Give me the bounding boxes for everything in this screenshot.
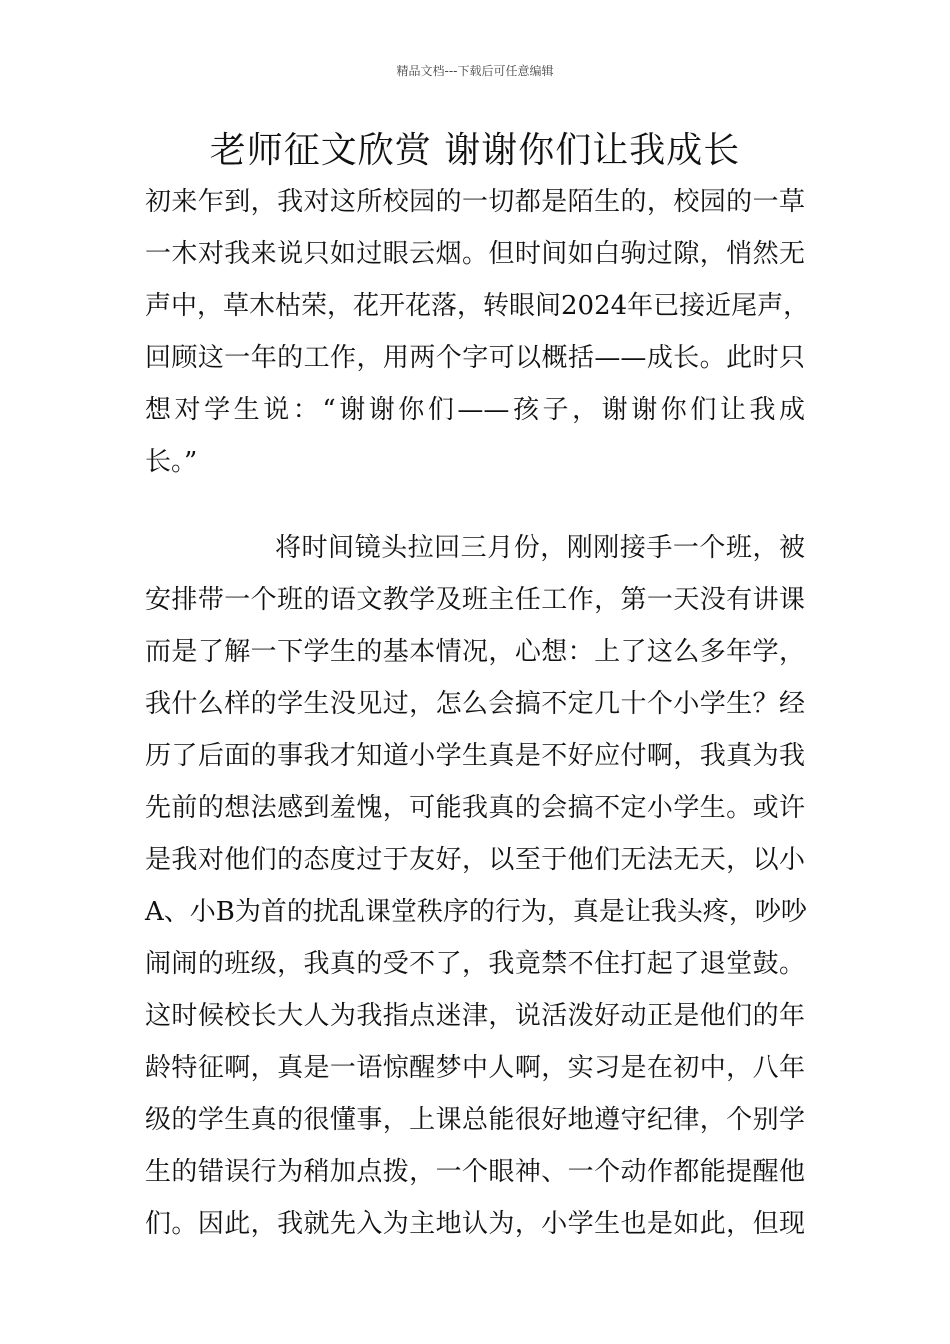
text-line: 将时间镜头拉回三月份，刚刚接手一个班，被 [275,533,805,563]
text-line: 是我对他们的态度过于友好，以至于他们无法无天，以小 [145,845,805,875]
text-line: 回顾这一年的工作，用两个字可以概括——成长。此时只 [145,343,805,373]
text-line: 们。因此，我就先入为主地认为，小学生也是如此，但现 [145,1209,805,1239]
text-line: 我什么样的学生没见过，怎么会搞不定几十个小学生？经 [145,689,805,719]
header-note: 精品文档---下载后可任意编辑 [396,64,554,78]
text-line: 初来乍到，我对这所校园的一切都是陌生的，校园的一草 [145,187,805,217]
paragraph-2 [145,522,805,1250]
text-line: 级的学生真的很懂事，上课总能很好地遵守纪律，个别学 [145,1105,805,1135]
text-line: 安排带一个班的语文教学及班主任工作，第一天没有讲课 [145,585,805,615]
text-line: 想对学生说：“谢谢你们——孩子，谢谢你们让我成 [145,395,805,425]
text-line: 闹闹的班级，我真的受不了，我竟禁不住打起了退堂鼓。 [145,949,805,979]
text-line: 长。” [145,447,198,477]
text-line: 先前的想法感到羞愧，可能我真的会搞不定小学生。或许 [145,793,805,823]
text-line: 声中，草木枯荣，花开花落，转眼间2024年已接近尾声， [145,291,810,321]
text-line: 而是了解一下学生的基本情况，心想：上了这么多年学， [145,637,805,667]
text-line: 龄特征啊，真是一语惊醒梦中人啊，实习是在初中，八年 [145,1053,805,1083]
text-line: 这时候校长大人为我指点迷津，说活泼好动正是他们的年 [145,1001,805,1031]
text-line: A、小B为首的扰乱课堂秩序的行为，真是让我头疼，吵吵 [145,897,807,927]
page-title: 老师征文欣赏 谢谢你们让我成长 [209,130,741,171]
text-line: 一木对我来说只如过眼云烟。但时间如白驹过隙，悄然无 [145,239,805,269]
paragraph-1 [145,176,810,488]
text-line: 历了后面的事我才知道小学生真是不好应付啊，我真为我 [145,741,805,771]
text-line: 生的错误行为稍加点拨，一个眼神、一个动作都能提醒他 [145,1157,805,1187]
